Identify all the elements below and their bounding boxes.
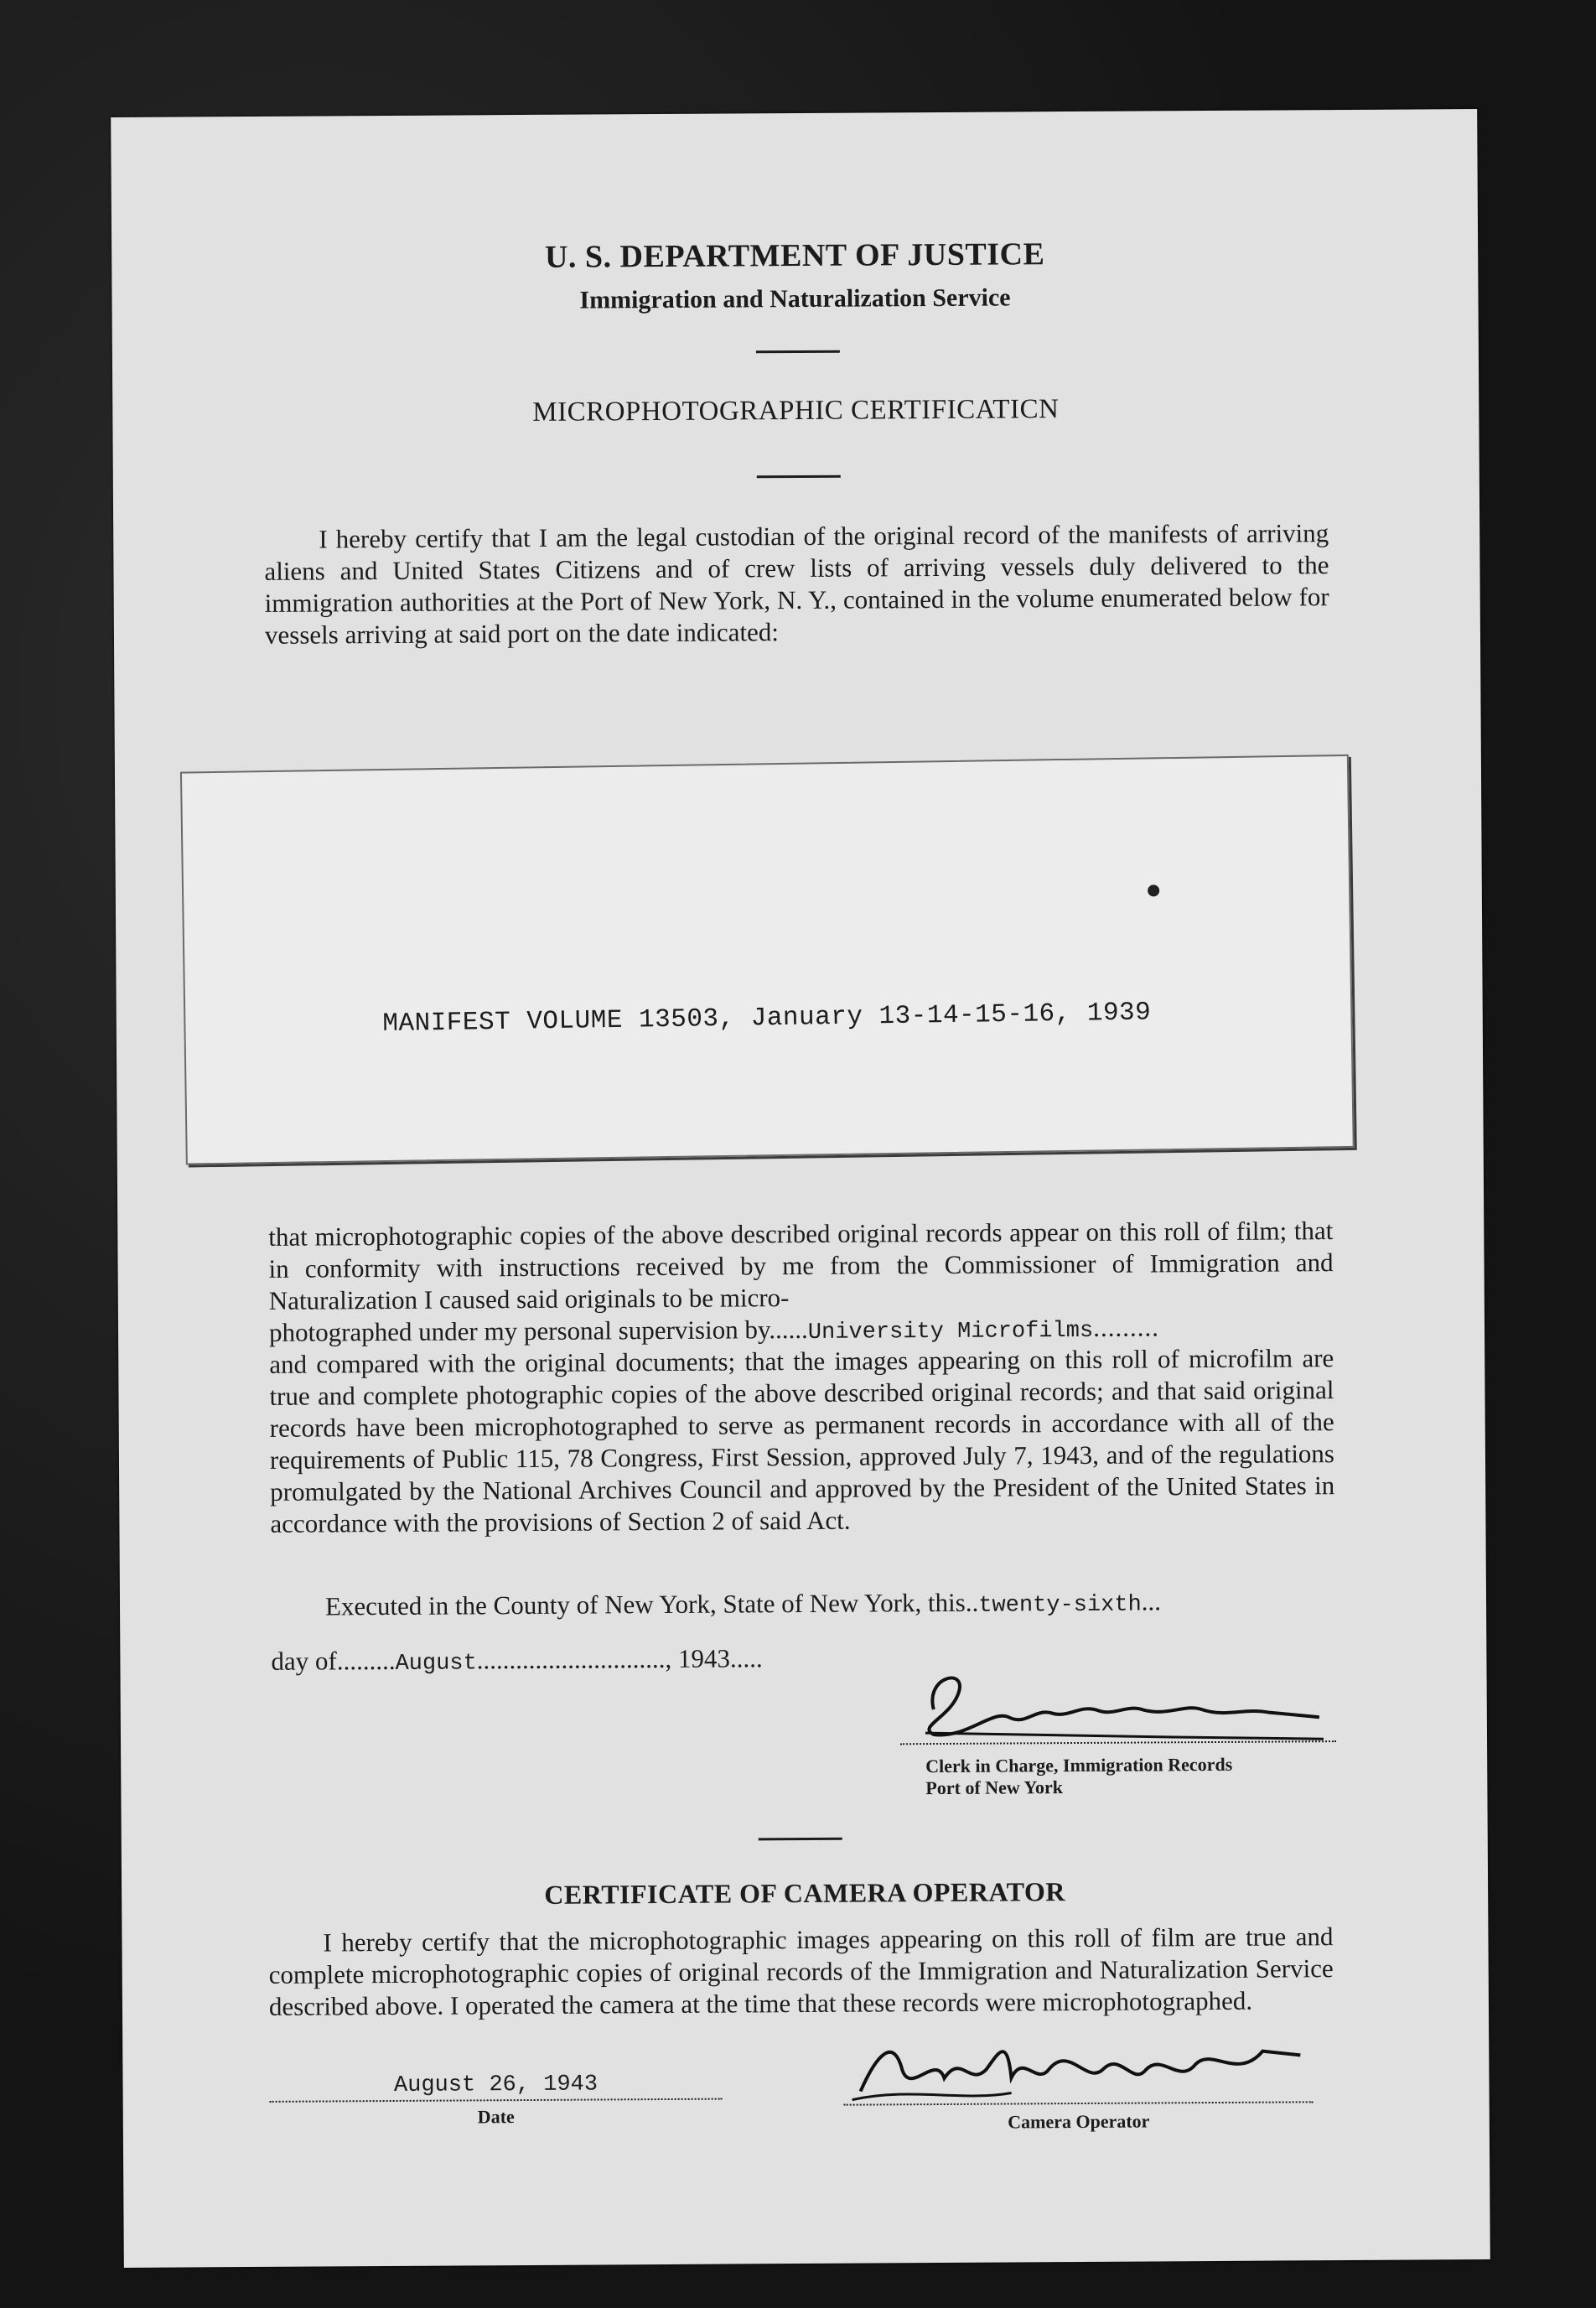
executed-dots: .. (965, 1587, 979, 1617)
certification-body-start: that microphotographic copies of the above described original records appear on this roll of film; that in conformity with instructions received by me from the Commissioner of Immigration and Naturalization I caused said originals to be micro- (268, 1216, 1334, 1315)
camera-operator-label: Camera Operator (1008, 2110, 1150, 2133)
executed-line: Executed in the County of New York, State of New York, this..twenty-sixth... (324, 1586, 1162, 1621)
clerk-signature (899, 1657, 1336, 1751)
manifest-slip (180, 755, 1355, 1165)
ink-speck (1148, 884, 1159, 896)
camera-certificate-heading: CERTIFICATE OF CAMERA OPERATOR (544, 1876, 1066, 1910)
manifest-volume-text: MANIFEST VOLUME 13503, January 13-14-15-16, 1939 (382, 998, 1152, 1040)
dotted-filler: ......... (1093, 1312, 1159, 1342)
clerk-title-line1: Clerk in Charge, Immigration Records (925, 1753, 1233, 1777)
camera-operator-signature (843, 2017, 1314, 2112)
divider-rule-3 (759, 1838, 842, 1841)
operator-date-field (269, 2072, 722, 2103)
year-value: , 1943 (665, 1643, 731, 1673)
month-value: August (395, 1651, 477, 1677)
day-of-line: day of.........August............................., 1943..... (271, 1643, 763, 1677)
divider-rule-1 (756, 350, 840, 354)
certification-heading: MICROPHOTOGRAPHIC CERTIFICATICN (532, 394, 1060, 428)
certificate-page (111, 109, 1490, 2268)
service-subtitle: Immigration and Naturalization Service (579, 283, 1011, 314)
certification-body-rest: and compared with the original documents; that the images appearing on this roll of microfilm are true and complete photographic copies of the above described original records; and that said original records have been microphotographed to serve as permanent records in accordance with all of the requirements of Public 115, 78 Congress, First Session, approved July 7, 1943, and of the regulations promulgated by the National Archives Council and approved by the President of the United States in accordance with the provisions of Section 2 of said Act. (269, 1343, 1335, 1538)
operator-date-value: August 26, 1943 (393, 2072, 598, 2098)
clerk-title (925, 1754, 1232, 1799)
divider-rule-2 (757, 475, 841, 479)
executed-label: Executed in the County of New York, State of New York, this (324, 1587, 966, 1621)
camera-certificate-paragraph: I hereby certify that the microphotographic images appearing on this roll of film are true and complete microphotographic copies of original records of the Immigration and Naturalization Service described above. I operated the camera at the time that these records were microphotographed. (268, 1922, 1334, 2021)
day-of-label: day of (271, 1646, 337, 1676)
executed-day-value: twenty-sixth (978, 1592, 1142, 1619)
department-title: U. S. DEPARTMENT OF JUSTICE (544, 236, 1045, 275)
intro-paragraph: I hereby certify that I am the legal custodian of the original record of the manifests of arriving aliens and United States Citizens and of crew lists of arriving vessels duly delivered to the immigration authorities at the Port of New York, N. Y., contained in the volume enumerated below for vessels arriving at said port on the date indicated: (264, 518, 1329, 650)
operator-date-label: Date (477, 2106, 515, 2128)
photographed-by-value: University Microfilms (807, 1318, 1094, 1346)
photographed-by-label: photographed under my personal supervision by...... (268, 1314, 808, 1347)
clerk-title-line2: Port of New York (925, 1776, 1063, 1799)
